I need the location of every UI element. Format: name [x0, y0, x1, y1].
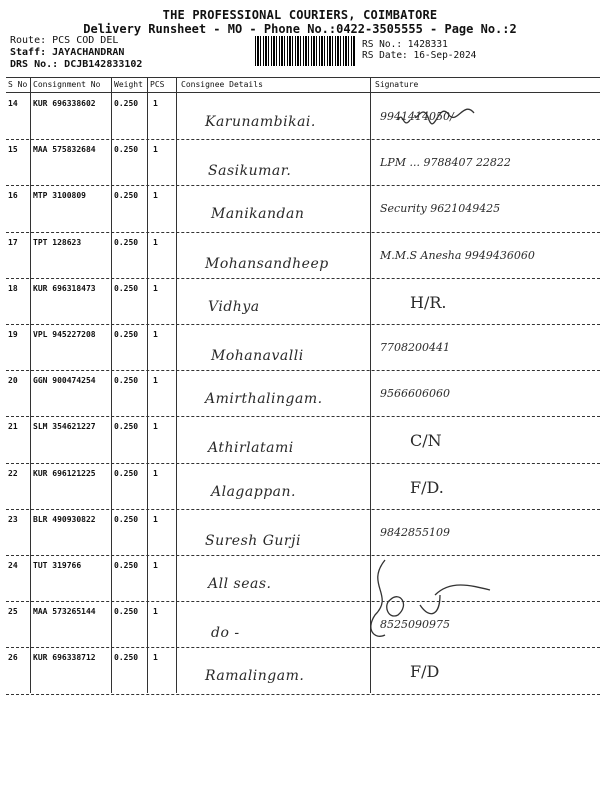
table-row: [0, 325, 600, 371]
header-bottom-border: [6, 92, 600, 93]
row-pcs: 1: [153, 237, 158, 247]
row-sno: 14: [8, 99, 18, 108]
row-weight: 0.250: [114, 283, 139, 293]
row-consignment-no: GGN 900474254: [33, 376, 96, 386]
table-row: [0, 186, 600, 232]
table-row: [0, 648, 600, 694]
table-row: [0, 371, 600, 417]
row-weight: 0.250: [114, 376, 139, 386]
row-sno: 23: [8, 514, 18, 524]
row-signature: 9566606060: [380, 387, 450, 401]
col-header-consignee: Consignee Details: [181, 80, 263, 89]
row-pcs: 1: [153, 514, 158, 524]
row-signature: 8525090975: [380, 618, 450, 632]
row-consignment-no: KUR 696338712: [33, 653, 96, 663]
staff-label: Staff: JAYACHANDRAN: [10, 47, 125, 58]
row-weight: 0.250: [114, 561, 139, 570]
row-pcs: 1: [153, 99, 158, 108]
signature-scribble: [355, 555, 495, 645]
col-header-pcs: PCS: [150, 80, 165, 89]
row-sno: 19: [8, 330, 18, 339]
row-signature: H/R.: [410, 292, 447, 312]
barcode: [255, 36, 355, 66]
table-row: [0, 464, 600, 510]
row-consignee-name: Mohanavalli: [211, 348, 304, 364]
row-consignment-no: SLM 354621227: [33, 422, 96, 432]
table-row: [0, 602, 600, 648]
row-signature: 7708200441: [380, 341, 450, 354]
row-weight: 0.250: [114, 237, 139, 247]
row-consignment-no: KUR 696338602: [33, 99, 96, 108]
row-signature: M.M.S Anesha 9949436060: [380, 248, 535, 262]
row-weight: 0.250: [114, 653, 139, 663]
row-signature: 9941414050/: [380, 110, 454, 123]
row-consignment-no: TUT 319766: [33, 561, 82, 570]
row-signature: 9842855109: [380, 525, 450, 539]
col-header-sno: S No: [8, 80, 28, 89]
table-row: [0, 556, 600, 602]
row-consignment-no: KUR 696121225: [33, 468, 96, 478]
route-label: Route: PCS COD DEL: [10, 35, 119, 46]
table-top-border: [6, 77, 600, 78]
table-row: [0, 233, 600, 279]
row-pcs: 1: [153, 376, 158, 386]
row-consignee-name: Manikandan: [211, 206, 305, 223]
row-signature: LPM ... 9788407 22822: [380, 156, 511, 170]
row-pcs: 1: [153, 468, 158, 478]
row-pcs: 1: [153, 283, 158, 293]
col-header-consignment: Consignment No: [33, 80, 101, 89]
row-sno: 26: [8, 653, 18, 663]
rs-date: RS Date: 16-Sep-2024: [362, 50, 477, 61]
row-pcs: 1: [153, 145, 158, 155]
row-consignment-no: TPT 128623: [33, 237, 82, 247]
rs-number: RS No.: 1428331: [362, 39, 448, 50]
row-consignee-name: Amirthalingam.: [205, 391, 323, 408]
row-consignee-name: Suresh Gurji: [205, 532, 301, 549]
row-sno: 15: [8, 145, 18, 155]
row-consignee-name: Alagappan.: [211, 483, 296, 500]
row-sno: 16: [8, 191, 18, 201]
runsheet-title: THE PROFESSIONAL COURIERS, COIMBATORE: [162, 8, 438, 22]
row-weight: 0.250: [114, 99, 139, 108]
row-consignee-name: Vidhya: [208, 298, 260, 315]
row-sno: 18: [8, 283, 18, 293]
row-pcs: 1: [153, 191, 158, 201]
row-consignment-no: BLR 490930822: [33, 514, 96, 524]
row-sno: 20: [8, 376, 18, 386]
col-header-weight: Weight: [114, 80, 143, 89]
row-weight: 0.250: [114, 468, 139, 478]
table-row: [0, 510, 600, 556]
row-consignee-name: Sasikumar.: [208, 163, 292, 180]
row-sno: 25: [8, 607, 18, 617]
row-weight: 0.250: [114, 607, 139, 617]
row-consignee-name: Athirlatami: [208, 440, 294, 457]
row-consignee-name: Karunambikai.: [205, 114, 316, 130]
row-signature: Security 9621049425: [380, 202, 501, 216]
row-pcs: 1: [153, 422, 158, 432]
row-weight: 0.250: [114, 422, 139, 432]
row-consignment-no: MAA 575832684: [33, 145, 96, 155]
row-consignment-no: MTP 3100809: [33, 191, 86, 201]
row-consignee-name: Mohansandheep: [205, 255, 329, 272]
row-consignment-no: VPL 945227208: [33, 330, 96, 339]
table-row: [0, 279, 600, 325]
row-consignee-name: Ramalingam.: [205, 668, 305, 685]
table-row: [0, 140, 600, 186]
row-sno: 21: [8, 422, 18, 432]
row-sno: 24: [8, 561, 18, 570]
row-sno: 22: [8, 468, 18, 478]
row-pcs: 1: [153, 561, 158, 570]
row-weight: 0.250: [114, 145, 139, 155]
row-consignee-name: do -: [211, 625, 240, 642]
row-pcs: 1: [153, 330, 158, 339]
row-weight: 0.250: [114, 191, 139, 201]
row-weight: 0.250: [114, 514, 139, 524]
row-signature: C/N: [410, 431, 442, 451]
signature-scribble: [390, 95, 520, 135]
row-consignment-no: KUR 696318473: [33, 283, 96, 293]
row-consignee-name: All seas.: [208, 576, 272, 592]
row-sno: 17: [8, 237, 18, 247]
row-divider: [6, 694, 600, 695]
row-consignment-no: MAA 573265144: [33, 607, 96, 617]
drs-label: DRS No.: DCJB142833102: [10, 59, 143, 70]
row-pcs: 1: [153, 653, 158, 663]
col-header-signature: Signature: [375, 80, 419, 89]
runsheet-subtitle: Delivery Runsheet - MO - Phone No.:0422-3505555 - Page No.:2: [83, 22, 517, 36]
row-signature: F/D: [410, 662, 440, 682]
table-row: [0, 417, 600, 463]
row-weight: 0.250: [114, 330, 139, 339]
row-pcs: 1: [153, 607, 158, 617]
row-signature: F/D.: [410, 477, 444, 497]
